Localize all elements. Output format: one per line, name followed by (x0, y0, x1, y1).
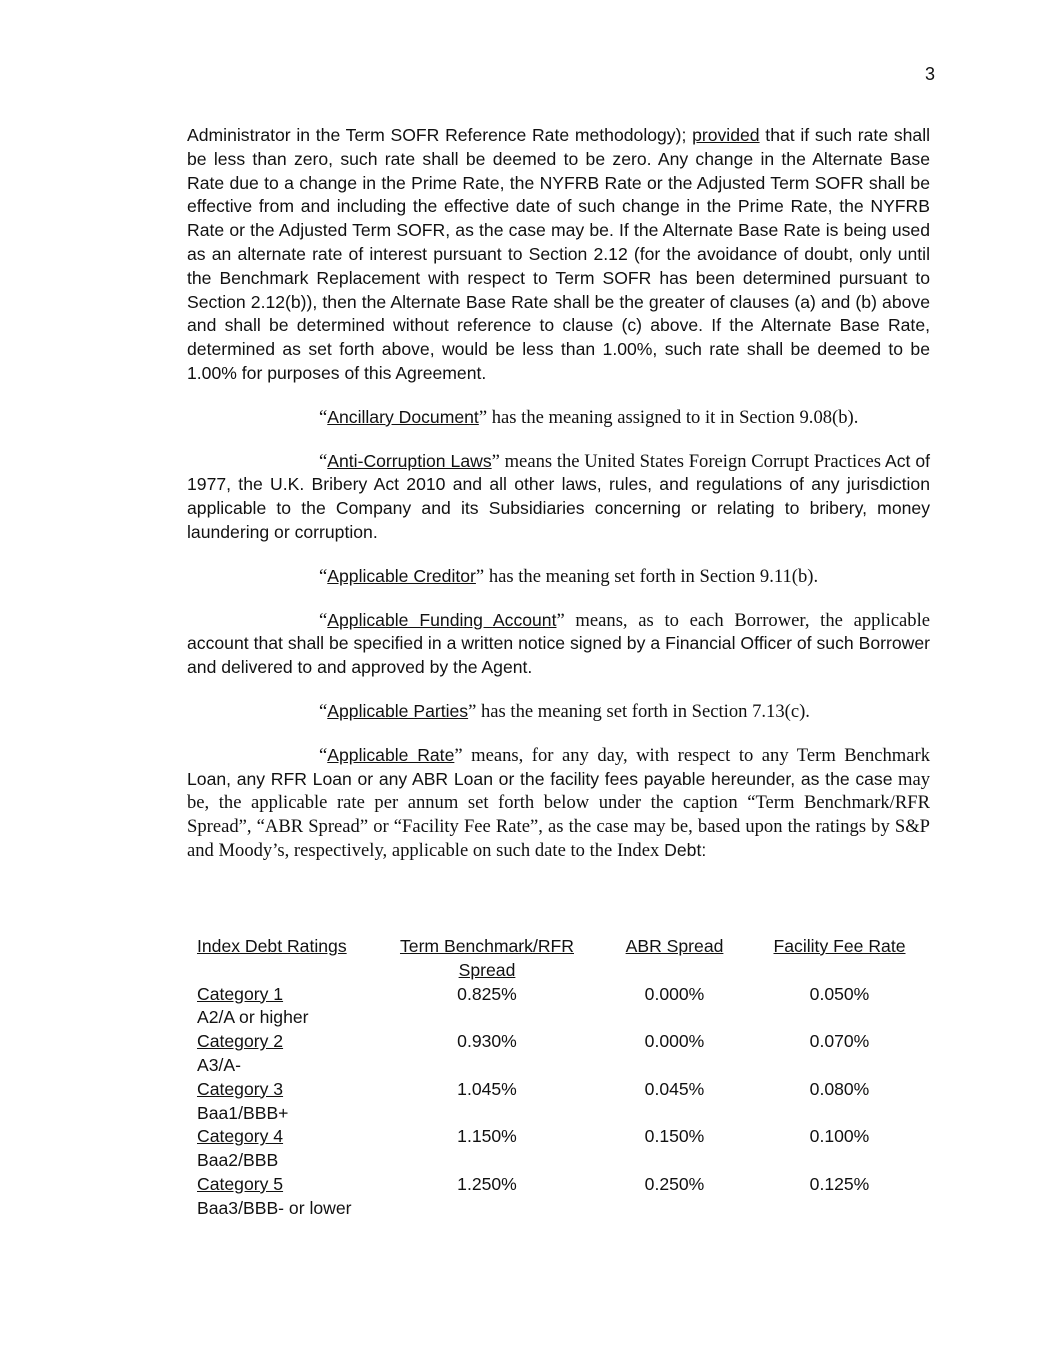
defined-term: Applicable Parties (327, 700, 469, 721)
quote-open: “ (319, 406, 328, 428)
table-header-row (197, 935, 932, 983)
rating-label: Baa3/BBB- or lower (197, 1197, 352, 1218)
term-benchmark-value: 1.045% (457, 1078, 517, 1099)
definition-applicable-rate (187, 744, 930, 863)
category-label: Category 2 (197, 1031, 284, 1052)
definition-applicable-creditor (187, 565, 930, 589)
category-label: Category 1 (197, 983, 284, 1004)
abr-spread-value: 0.150% (644, 1126, 705, 1147)
alternate-base-rate-paragraph (187, 124, 930, 386)
definition-text-sans: Loan, any RFR Loan or any ABR Loan or the facility fees payable hereunder, as the case (187, 768, 893, 789)
quote-open: “ (319, 565, 328, 587)
category-label: Category 5 (197, 1173, 284, 1194)
quote-open: “ (319, 744, 328, 766)
definition-text: ” has the meaning set forth in Section 7.13(c). (468, 700, 810, 722)
definition-text: ” has the meaning assigned to it in Section 9.08(b). (478, 406, 859, 428)
quote-open: “ (319, 700, 328, 722)
definition-anti-corruption-laws (187, 450, 930, 545)
rating-cell (197, 1125, 372, 1173)
rating-cell (197, 1173, 372, 1221)
term-benchmark-value: 1.250% (457, 1173, 517, 1194)
term-benchmark-value: 0.825% (457, 983, 517, 1004)
category-label: Category 4 (197, 1126, 284, 1147)
defined-term: Anti-Corruption Laws (327, 450, 492, 471)
category-label: Category 3 (197, 1078, 284, 1099)
abr-spread-value: 0.045% (644, 1078, 705, 1099)
rating-label: A2/A or higher (197, 1007, 309, 1028)
definition-text-serif: ” means, as to each Borrower, the applicable (556, 609, 930, 631)
definition-text: account that shall be specified in a written notice signed by a Financial Officer of such Borrower and delivered to and approved by the Agent. (187, 633, 930, 678)
table-row (197, 1078, 932, 1126)
facility-fee-value: 0.050% (809, 983, 870, 1004)
defined-term: Applicable Funding Account (327, 609, 557, 630)
rating-cell (197, 1078, 372, 1126)
definition-ancillary-document (187, 406, 930, 430)
para1-text-b: that if such rate shall be less than zero, such rate shall be deemed to be zero. Any change in the Alternate Base Rate due to a change in the Prime Rate, the NYFRB Rate or the Adjusted Term SOFR shall be effective from and including the effective date of such change in the Prime Rate, the NYFRB Rate or the Adjusted Term SOFR, as the case may be. If the Alternate Base Rate is being used as an alternate rate of interest pursuant to Section 2.12 (for the avoidance of doubt, only until the Benchmark Replacement with respect to Term SOFR has been determined pursuant to Section 2.12(b)), then the Alternate Base Rate shall be the greater of clauses (a) and (b) above and shall be determined without reference to clause (c) above. If the Alternate Base Rate, determined as set forth above, would be less than 1.00%, such rate shall be deemed to be 1.00% for purposes of this Agreement. (187, 125, 931, 383)
abr-spread-value: 0.250% (644, 1173, 705, 1194)
definition-text: Act of 1977, the U.K. Bribery Act 2010 and all other laws, rules, and regulations of any jurisdiction applicable to the Company and its Subsidiaries concerning or relating to bribery, money laundering or corruption. (187, 450, 931, 542)
facility-fee-value: 0.125% (809, 1173, 870, 1194)
quote-open: “ (319, 450, 328, 472)
header-term-benchmark-spread: Term Benchmark/RFR Spread (399, 936, 574, 980)
abr-spread-value: 0.000% (644, 983, 705, 1004)
rating-label: Baa1/BBB+ (197, 1102, 289, 1123)
para1-text-a: Administrator in the Term SOFR Reference Rate methodology); (187, 125, 693, 145)
header-facility-fee-rate: Facility Fee Rate (773, 936, 906, 956)
header-index-debt-ratings: Index Debt Ratings (197, 936, 347, 956)
defined-term: Applicable Creditor (327, 565, 476, 586)
rating-cell (197, 983, 372, 1031)
document-body (187, 124, 930, 883)
definition-applicable-parties (187, 700, 930, 724)
provided-term: provided (692, 125, 760, 145)
definition-applicable-funding-account (187, 609, 930, 680)
rating-cell (197, 1030, 372, 1078)
table-row (197, 983, 932, 1031)
table-row (197, 1173, 932, 1221)
facility-fee-value: 0.080% (809, 1078, 870, 1099)
definition-text-serif: ” means, for any day, with respect to any Term Benchmark (454, 744, 930, 766)
quote-open: “ (319, 609, 328, 631)
facility-fee-value: 0.100% (809, 1126, 870, 1147)
defined-term: Ancillary Document (327, 406, 479, 427)
rating-label: A3/A- (197, 1054, 242, 1075)
definition-text-serif-2: may be, the applicable rate per annum set forth below under the caption “Term Benchmark/RFR Spread”, “ABR Spread” or “Facility Fee Rate”, as the case may be, based upon the ratings by S&P and Moody’s, respectively, applicable on such date to the Index (187, 768, 930, 861)
term-benchmark-value: 1.150% (457, 1126, 517, 1147)
definition-text-serif: ” means the United States Foreign Corrupt Practices (491, 450, 881, 472)
table-row (197, 1030, 932, 1078)
pricing-grid-table (197, 935, 932, 1221)
header-abr-spread: ABR Spread (625, 936, 724, 956)
facility-fee-value: 0.070% (809, 1031, 870, 1052)
defined-term: Applicable Rate (327, 744, 455, 765)
definition-text: ” has the meaning set forth in Section 9.11(b). (475, 565, 819, 587)
rating-label: Baa2/BBB (197, 1150, 279, 1171)
definition-text-end: Debt: (659, 839, 707, 860)
term-benchmark-value: 0.930% (457, 1031, 517, 1052)
abr-spread-value: 0.000% (644, 1031, 705, 1052)
page-number: 3 (924, 64, 935, 84)
table-row (197, 1125, 932, 1173)
